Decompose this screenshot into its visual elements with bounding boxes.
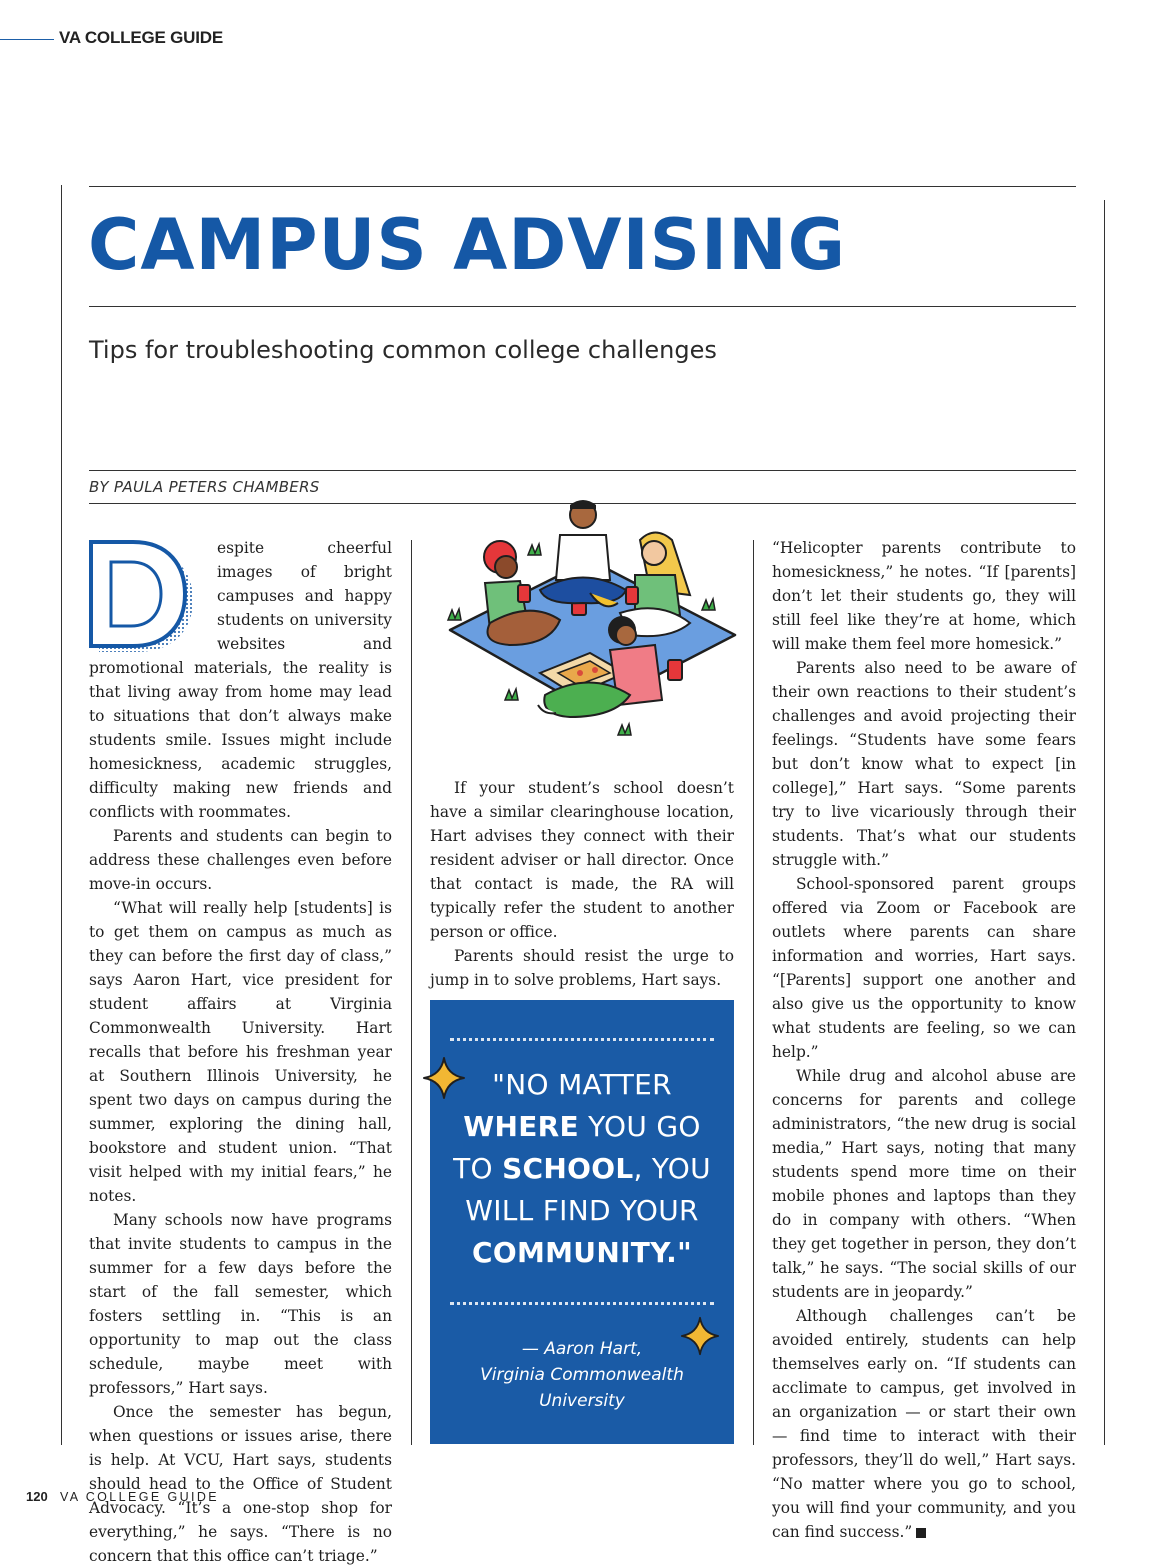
- attribution-line: — Aaron Hart,: [521, 1339, 643, 1359]
- paragraph: While drug and alcohol abuse are concerns for parents and college administrators, “the new drug is social media,” Hart says, noting that many students spend more time on their mobile phones and laptops than they do in company with others. “When they get together in person, they don’t talk,” he says. “The social skills of our students are in jeopardy.”: [772, 1067, 1076, 1301]
- paragraph: Once the semester has begun, when questions or issues arise, there is help. At VCU, Hart says, students should head to the Office of Student Advocacy. “It’s a one-stop shop for everything,” he says. “There is no concern that this office can’t triage.”: [89, 1403, 392, 1565]
- quote-line: "NO MATTER: [492, 1068, 672, 1101]
- quote-text-span: , YOU: [633, 1152, 711, 1185]
- paragraph-text: Although challenges can’t be avoided entirely, students can help themselves early on. “If students can acclimate to campus, get involved in an organization — or start their own — find time to interact with their professors, they’ll do well,” Hart says. “No matter where you go to school, you will find your community, and you can find success.”: [772, 1307, 1076, 1541]
- title-top-rule: [89, 186, 1076, 187]
- paragraph: Parents also need to be aware of their own reactions to their student’s challenges and avoid projecting their feelings. “Students have some fears but don’t know what to expect [in college],” Hart says. “Some parents try to live vicariously through their students. That’s what our students struggle with.”: [772, 659, 1076, 869]
- dotted-rule-bottom: [450, 1302, 714, 1305]
- quote-bold-word: COMMUNITY.": [472, 1236, 692, 1269]
- attribution-line: University: [539, 1391, 625, 1411]
- paragraph: “Helicopter parents contribute to homesickness,” he notes. “If [parents] don’t let their students go, they will still feel like they’re at home, which will make them feel more homesick.”: [772, 539, 1076, 653]
- quote-line: [430, 1148, 734, 1190]
- attribution-line: Virginia Commonwealth: [480, 1365, 684, 1385]
- quote-line: [430, 1232, 734, 1274]
- quote-bold-word: SCHOOL: [502, 1152, 634, 1185]
- article-column-1: [89, 536, 392, 1568]
- byline-top-rule: [89, 470, 1076, 471]
- paragraph: [772, 1304, 1076, 1544]
- right-frame-line: [1104, 200, 1105, 1445]
- quote-line: [430, 1106, 734, 1148]
- sparkle-star-icon: [680, 1316, 720, 1356]
- page-number: 120: [26, 1489, 48, 1504]
- drop-cap: [89, 536, 199, 656]
- quote-line: WILL FIND YOUR: [465, 1194, 699, 1227]
- pull-quote: [430, 1064, 734, 1274]
- end-mark-icon: [916, 1528, 926, 1538]
- column-divider-1: [411, 540, 412, 1445]
- page-title: CAMPUS ADVISING: [88, 204, 847, 286]
- paragraph: “What will really help [students] is to get them on campus as much as they can before the first day of class,” says Aaron Hart, vice president for student affairs at Virginia Commonwealth University. Hart recalls that before his freshman year at Southern Illinois University, he spent two days on campus during the summer, exploring the dining hall, bookstore and student union. “That visit helped with my initial fears,” he notes.: [89, 899, 392, 1205]
- drop-cap-letter: D: [111, 621, 113, 623]
- students-picnic-illustration: [440, 495, 740, 750]
- byline: BY PAULA PETERS CHAMBERS: [89, 478, 320, 496]
- paragraph: Many schools now have programs that invite students to campus in the summer for a few days before the start of the fall semester, which fosters settling in. “This is an opportunity to map out the class schedule, maybe meet with professors,” Hart says.: [89, 1211, 392, 1397]
- running-head: VA COLLEGE GUIDE: [59, 28, 223, 47]
- sparkle-star-icon: [422, 1056, 466, 1100]
- subtitle: Tips for troubleshooting common college challenges: [89, 336, 717, 364]
- quote-text-span: TO: [453, 1152, 503, 1185]
- article-column-2: [430, 776, 734, 992]
- paragraph: Parents should resist the urge to jump in to solve problems, Hart says.: [430, 947, 734, 989]
- paragraph: espite cheerful images of bright campuses and happy students on university websites and promotional materials, the reality is that living away from home may lead to situations that don’t always make students smile. Issues might include homesickness, academic struggles, difficulty making new friends and conflicts with roommates.: [89, 539, 392, 821]
- running-head-rule: [0, 39, 54, 40]
- paragraph: School-sponsored parent groups offered via Zoom or Facebook are outlets where parents can share information and worries, Hart says. “[Parents] support one another and also give us the opportunity to know what students are feeling, so we can help.”: [772, 875, 1076, 1061]
- paragraph: If your student’s school doesn’t have a similar clearinghouse location, Hart advises they connect with their resident adviser or hall director. Once that contact is made, the RA will typically refer the student to another person or office.: [430, 779, 734, 941]
- pull-quote-box: [430, 1000, 734, 1444]
- footer-publication: VA COLLEGE GUIDE: [60, 1490, 220, 1504]
- quote-bold-word: WHERE: [463, 1110, 579, 1143]
- article-column-3: [772, 536, 1076, 1544]
- title-bottom-rule: [89, 306, 1076, 307]
- quote-text-span: YOU GO: [578, 1110, 701, 1143]
- dotted-rule-top: [450, 1038, 714, 1041]
- column-divider-2: [753, 540, 754, 1445]
- left-frame-line: [61, 185, 62, 1445]
- paragraph: Parents and students can begin to address these challenges even before move-in occurs.: [89, 827, 392, 893]
